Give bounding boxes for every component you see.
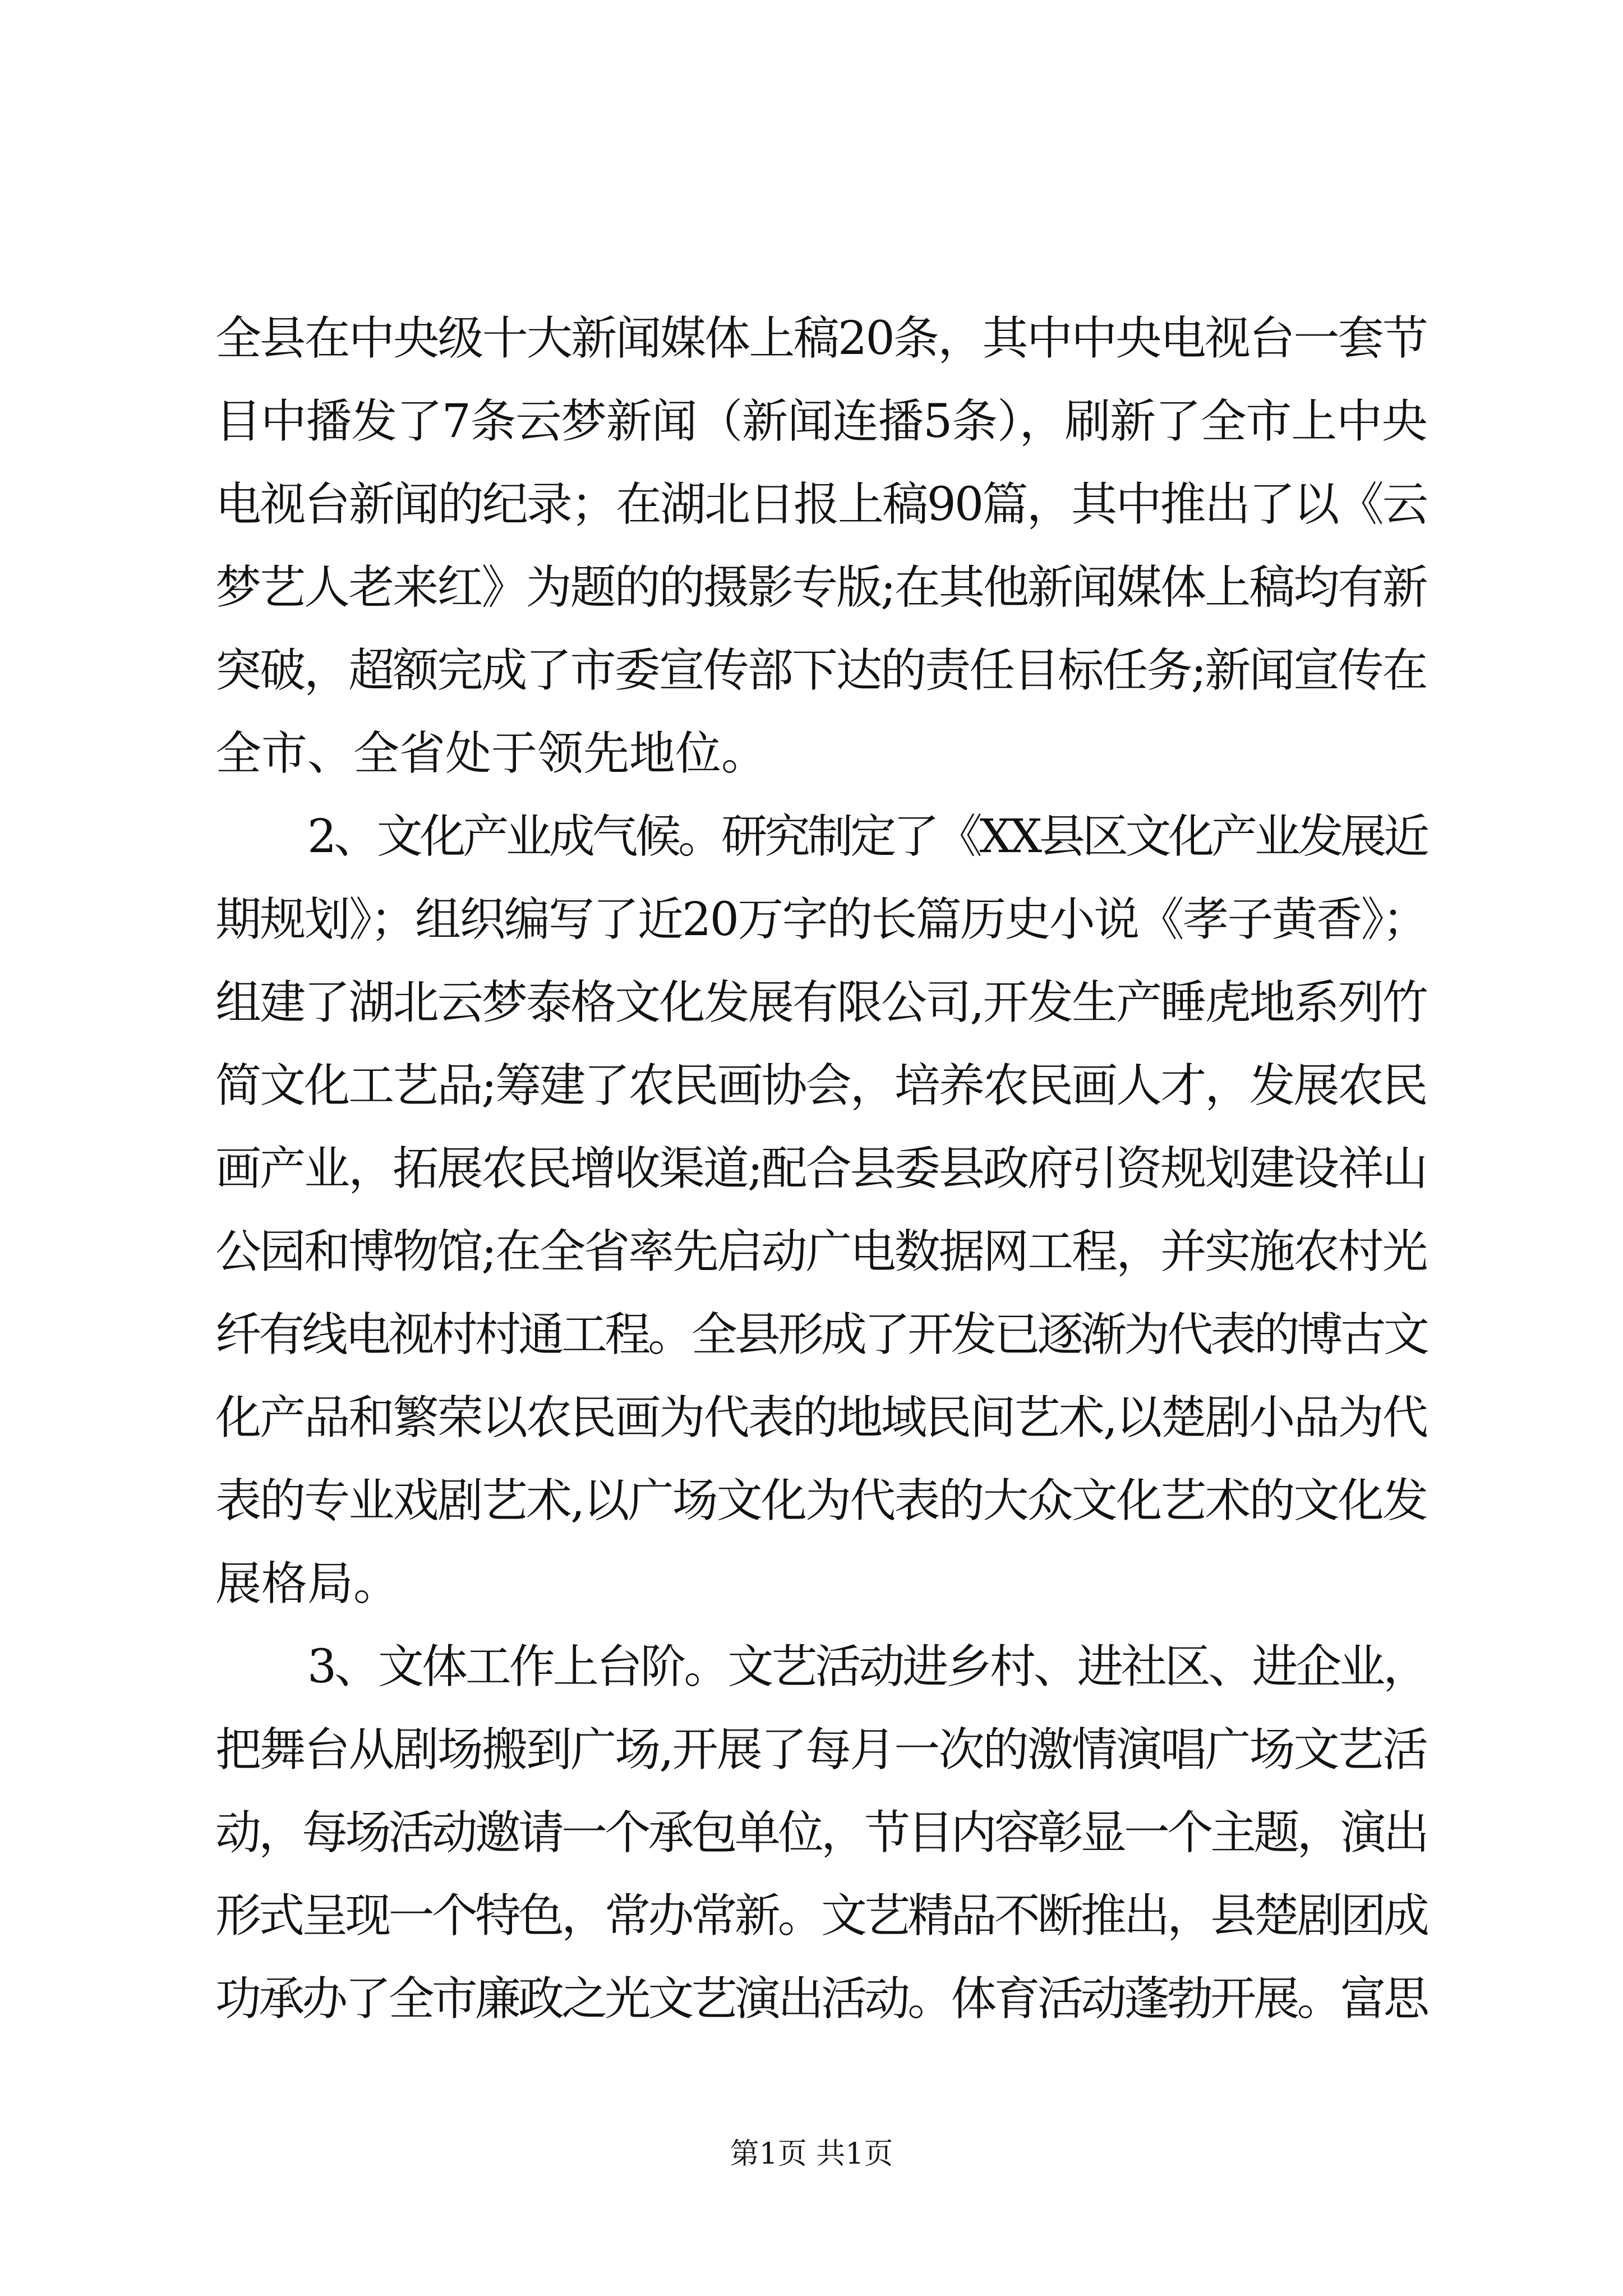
text-line: 突破，超额完成了市委宣传部下达的责任目标任务;新闻宣传在: [215, 644, 1427, 697]
text-line: 公园和博物馆;在全省率先启动广电数据网工程，并实施农村光: [215, 1225, 1427, 1278]
text-line: 全市、全省处于领先地位。: [215, 727, 768, 780]
text-line: 展格局。: [215, 1557, 400, 1611]
paragraph-first-line: 3、文体工作上台阶。文艺活动进乡村、进社区、进企业，: [307, 1640, 1427, 1694]
paragraph-first-line: 2、文化产业成气候。研究制定了《XX县区文化产业发展近: [307, 810, 1427, 863]
text-line: 画产业，拓展农民增收渠道;配合县委县政府引资规划建设祥山: [215, 1142, 1427, 1195]
text-line: 组建了湖北云梦泰格文化发展有限公司,开发生产睡虎地系列竹: [215, 976, 1427, 1029]
text-line: 电视台新闻的纪录；在湖北日报上稿90篇，其中推出了以《云: [215, 478, 1427, 531]
text-line: 形式呈现一个特色，常办常新。文艺精品不断推出，县楚剧团成: [215, 1889, 1427, 1943]
text-line: 化产品和繁荣以农民画为代表的地域民间艺术,以楚剧小品为代: [215, 1391, 1427, 1444]
text-line: 功承办了全市廉政之光文艺演出活动。体育活动蓬勃开展。富思: [215, 1972, 1427, 2026]
text-line: 目中播发了7条云梦新闻（新闻连播5条），刷新了全市上中央: [215, 395, 1427, 448]
text-line: 表的专业戏剧艺术,以广场文化为代表的大众文化艺术的文化发: [215, 1474, 1427, 1527]
text-line: 动，每场活动邀请一个承包单位，节目内容彰显一个主题，演出: [215, 1806, 1427, 1860]
text-line: 梦艺人老来红》为题的的摄影专版;在其他新闻媒体上稿均有新: [215, 561, 1427, 614]
text-line: 把舞台从剧场搬到广场,开展了每月一次的激情演唱广场文艺活: [215, 1723, 1427, 1777]
page-footer: 第1页 共1页: [730, 2137, 893, 2171]
text-line: 纤有线电视村村通工程。全县形成了开发已逐渐为代表的博古文: [215, 1308, 1427, 1361]
text-line: 期规划》；组织编写了近20万字的长篇历史小说《孝子黄香》；: [215, 893, 1427, 946]
text-line: 全县在中央级十大新闻媒体上稿20条，其中中央电视台一套节: [215, 312, 1427, 365]
document-body: [215, 297, 1427, 2041]
text-line: 简文化工艺品;筹建了农民画协会，培养农民画人才，发展农民: [215, 1059, 1427, 1112]
